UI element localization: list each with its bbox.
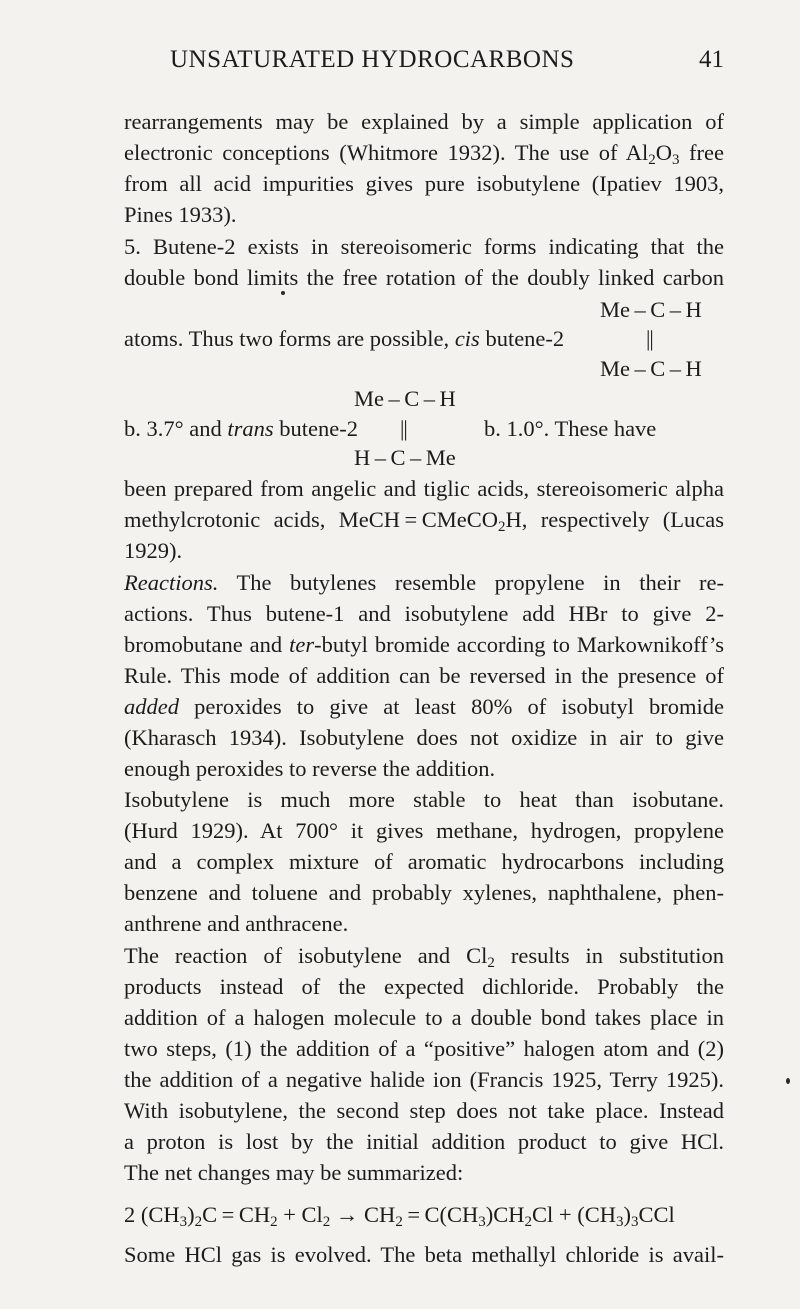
text-line: Reactions. The butylenes resemble propylene in their re-: [124, 570, 724, 595]
text-line: from all acid impurities gives pure isobutylene (Ipatiev 1903,: [124, 171, 724, 196]
text-line: two steps, (1) the addition of a “positive” halogen atom and (2): [124, 1036, 724, 1061]
print-speck: [786, 1078, 790, 1084]
text-line: been prepared from angelic and tiglic acids, stereoisomeric alpha: [124, 476, 724, 501]
text-line: With isobutylene, the second step does not take place. Instead: [124, 1098, 724, 1123]
text-line: (Kharasch 1934). Isobutylene does not oxidize in air to give: [124, 725, 724, 750]
text-line: the addition of a negative halide ion (Francis 1925, Terry 1925).: [124, 1067, 724, 1092]
text-line: rearrangements may be explained by a simple application of: [124, 109, 724, 134]
running-title: UNSATURATED HYDROCARBONS: [170, 46, 575, 73]
text-line: Pines 1933).: [124, 202, 237, 227]
text-line: products instead of the expected dichloride. Probably the: [124, 974, 724, 999]
text-line: (Hurd 1929). At 700° it gives methane, hydrogen, propylene: [124, 818, 724, 843]
text-line: b. 1.0°. These have: [484, 416, 657, 441]
text-line: b. 3.7° and trans butene-2: [124, 416, 358, 441]
text-line: double bond limits the free rotation of the doubly linked carbon: [124, 265, 724, 290]
text-line: electronic conceptions (Whitmore 1932). The use of $Al_2O_3$ free: [124, 140, 724, 168]
text-line: anthrene and anthracene.: [124, 911, 349, 936]
text-line: added peroxides to give at least 80% of isobutyl bromide: [124, 694, 724, 719]
text-line: Isobutylene is much more stable to heat than isobutane.: [124, 787, 724, 812]
text-line: bromobutane and ter-butyl bromide according to Markownikoff’s: [124, 632, 724, 657]
cis-formula-bottom: Me – C – H: [600, 356, 702, 381]
cis-formula-top: Me – C – H: [600, 297, 702, 322]
print-speck: [281, 291, 285, 295]
text-line: actions. Thus butene-1 and isobutylene add HBr to give 2-: [124, 601, 724, 626]
text-line: The reaction of isobutylene and $Cl_2$ results in substitution: [124, 943, 725, 971]
trans-formula-top: Me – C – H: [354, 386, 456, 411]
trans-formula-bottom: H – C – Me: [354, 445, 456, 470]
text-line: enough peroxides to reverse the addition.: [124, 756, 496, 781]
text-line: and a complex mixture of aromatic hydrocarbons including: [124, 849, 724, 874]
text-line: 5. Butene-2 exists in stereoisomeric forms indicating that the: [124, 234, 724, 259]
text-line: Some HCl gas is evolved. The beta methallyl chloride is avail-: [124, 1242, 724, 1267]
page-number: 41: [699, 46, 724, 73]
text-line: a proton is lost by the initial addition product to give HCl.: [124, 1129, 724, 1154]
text-line: atoms. Thus two forms are possible, cis butene-2: [124, 326, 565, 351]
trans-double-bond: ||: [400, 416, 407, 441]
text-line: Rule. This mode of addition can be reversed in the presence of: [124, 663, 724, 688]
text-line: benzene and toluene and probably xylenes, naphthalene, phen-: [124, 880, 724, 905]
text-line: 1929).: [124, 538, 183, 563]
text-line: addition of a halogen molecule to a double bond takes place in: [124, 1005, 724, 1030]
cis-double-bond: ||: [646, 326, 653, 351]
text-line: The net changes may be summarized:: [124, 1160, 464, 1185]
text-line: methylcrotonic acids, MeCH = CMeCO$_2$H, respectively (Lucas: [124, 507, 724, 535]
reaction-equation: 2 $(CH_3)_2C = CH_2 + Cl_2 \to CH_2 = C(CH_3)CH_2Cl + (CH_3)_3CCl$: [124, 1202, 675, 1230]
running-header: [124, 46, 724, 82]
